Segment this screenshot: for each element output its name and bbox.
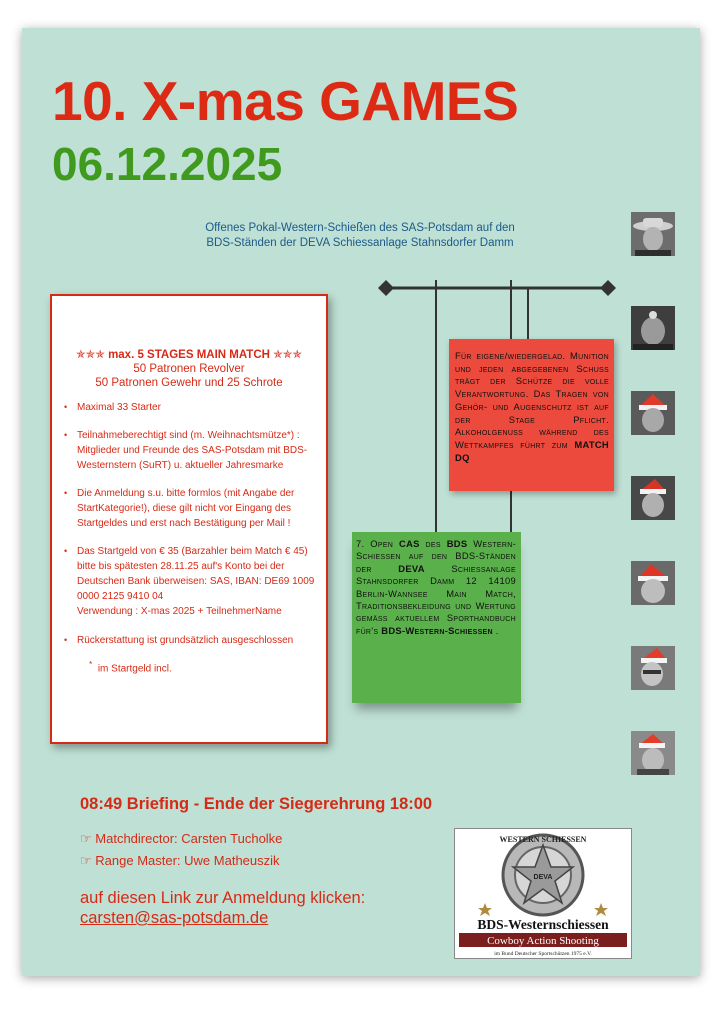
rule-fee: [64, 544, 316, 619]
safety-text: Für eigene/wiedergelad. Munition und jeden abgegebenen Schuss trägt der Schütze die volle Verantwortung. Das Tragen von Gehör- und Augenschutz ist auf der Stage Pflicht. Alkoholgenuss während des Wettkampfes führt zum: [455, 350, 609, 450]
staff-matchdirector: [80, 831, 282, 847]
footnote: [52, 659, 326, 674]
event-title: 10. X-mas GAMES: [52, 70, 519, 132]
pointing-hand-icon: ☞: [80, 831, 92, 846]
shooter-photo-1: [631, 212, 675, 256]
safety-sign: [449, 339, 614, 491]
green-text-4: Schiessanlage Stahnsdorfer Damm 12 14109 Berlin-Wannsee Main Match, Traditionsbekleidung und Wertung gemäss aktuellem Sporthandbuch für's: [356, 562, 516, 636]
bds-logo: [454, 828, 632, 959]
footnote-mark: *: [89, 659, 93, 669]
rules-list: [52, 400, 326, 648]
schedule-text: 08:49 Briefing - Ende der Siegerehrung 18:00: [80, 795, 433, 813]
logo-graphic: [455, 829, 631, 958]
rule-registration: • Die Anmeldung s.u. bitte formlos (mit Angabe der StartKategorie!), diese gilt nicht vor Eingang des Startgeldes und erst nach Bestätigung per Mail !: [64, 486, 316, 531]
event-subtitle: [150, 221, 570, 251]
headline-text: max. 5 STAGES MAIN MATCH: [108, 349, 270, 361]
subtitle-line-1: Offenes Pokal-Western-Schießen des SAS-Potsdam auf den: [205, 222, 515, 234]
logo-title: BDS-Westernschiessen: [477, 917, 609, 932]
shooter-photo-5: [631, 561, 675, 605]
subtitle-line-2: BDS-Ständen der DEVA Schiessanlage Stahnsdorfer Damm: [206, 237, 514, 249]
card-line-rifle: 50 Patronen Gewehr und 25 Schrote: [95, 377, 283, 389]
rule-max-starters: • Maximal 33 Starter: [64, 400, 316, 415]
logo-ring-text: WESTERN SCHIESSEN: [499, 835, 587, 844]
footnote-text: im Startgeld incl.: [97, 663, 172, 675]
rule-fee-usage: Verwendung : X-mas 2025 + TeilnehmerName: [77, 606, 282, 617]
green-text-5: .: [492, 624, 499, 636]
card-headline: [52, 348, 326, 362]
green-bold-bds-western: BDS-Western-Schiessen: [381, 624, 493, 636]
stars-icon-right: ✯✯✯: [273, 349, 303, 361]
green-text-1: 7. Open: [356, 538, 399, 549]
matchdirector-text: Matchdirector: Carsten Tucholke: [95, 831, 283, 846]
shooter-photo-7: [631, 731, 675, 775]
card-line-revolver: 50 Patronen Revolver: [133, 363, 245, 375]
green-bold-cas: CAS: [399, 538, 420, 549]
green-bold-bds: BDS: [446, 538, 468, 549]
card-header: [52, 348, 326, 390]
green-bold-deva: DEVA: [398, 562, 425, 574]
link-intro: auf diesen Link zur Anmeldung klicken:: [80, 889, 366, 907]
logo-badge-text: DEVA: [533, 874, 553, 881]
pointing-hand-icon: ☞: [80, 853, 92, 868]
rule-eligibility: • Teilnahmeberechtigt sind (m. Weihnachtsmütze*) : Mitglieder und Freunde des SAS-Potsdam mit BDS-Westernstern (SuRT) u. aktueller Jahresmarke: [64, 428, 316, 473]
info-card: [50, 294, 328, 744]
rule-refund: • Rückerstattung ist grundsätzlich ausgeschlossen: [64, 633, 316, 648]
shooter-photo-6: [631, 646, 675, 690]
shooter-photo-2: [631, 306, 675, 350]
email-link[interactable]: carsten@sas-potsdam.de: [80, 909, 269, 927]
registration-link-block: [80, 888, 365, 928]
event-date: 06.12.2025: [52, 138, 283, 190]
event-info-sign: [352, 532, 521, 703]
match-dq-text: MATCH DQ: [455, 438, 609, 463]
rangemaster-text: Range Master: Uwe Matheuszik: [95, 853, 280, 868]
shooter-photo-4: [631, 476, 675, 520]
green-text-3: Western-Schiessen auf den BDS-Ständen der: [356, 538, 516, 574]
stars-icon: ✯✯✯: [75, 349, 105, 361]
staff-rangemaster: [80, 853, 280, 869]
shooter-photo-3: [631, 391, 675, 435]
logo-small-text: im Bund Deutscher Sportschützen 1975 e.V.: [494, 951, 592, 957]
green-text-2: des: [419, 538, 447, 549]
rule-fee-text: Das Startgeld von € 35 (Barzahler beim Match € 45) bitte bis spätesten 28.11.25 auf's Konto bei der Deutschen Bank überweisen: SAS, IBAN: DE69 1009 0000 2125 9410 04: [77, 546, 315, 602]
logo-banner: Cowboy Action Shooting: [487, 935, 599, 947]
